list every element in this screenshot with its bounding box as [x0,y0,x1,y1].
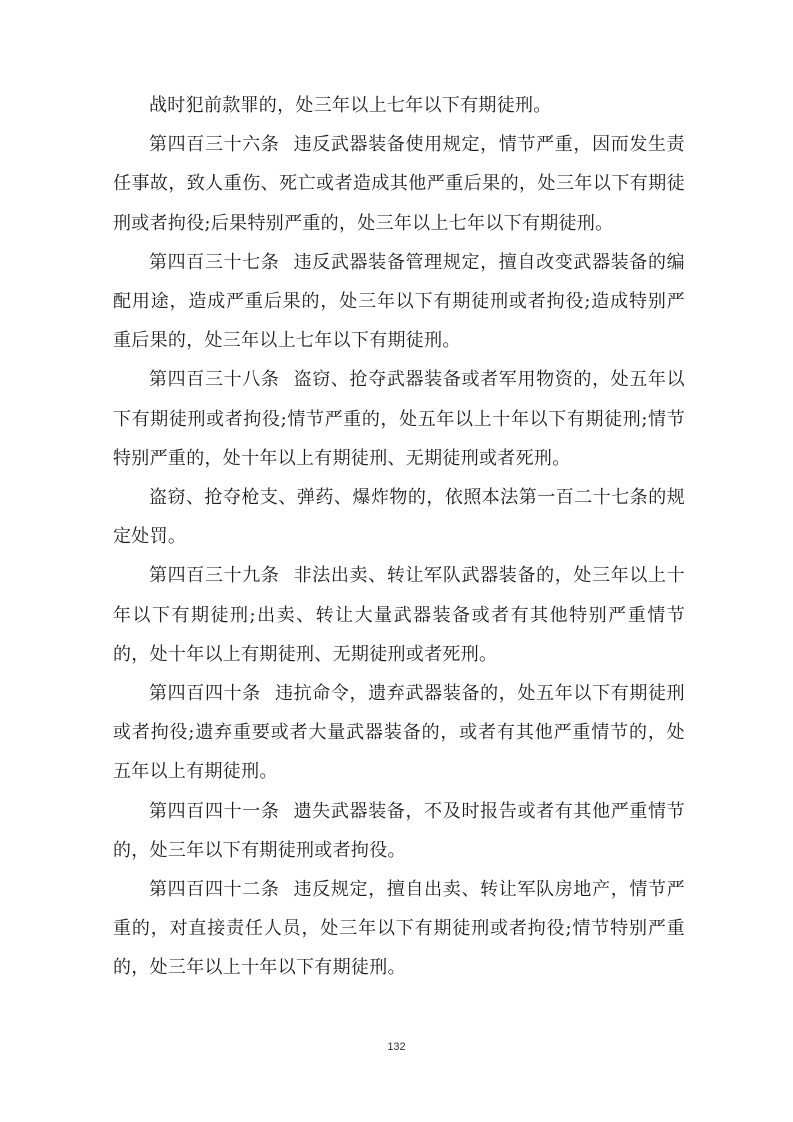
paragraph-article-438 [113,360,685,478]
article-number: 第四百四十条 [149,683,261,705]
paragraph-text: 违反规定，擅自出卖、转让军队房地产，情节严重的，对直接责任人员，处三年以下有期徒刑或者拘役;情节特别严重的，处三年以上十年以下有期徒刑。 [113,879,685,979]
paragraph-text: 违反武器装备使用规定，情节严重，因而发生责任事故，致人重伤、死亡或者造成其他严重后果的，处三年以下有期徒刑或者拘役;后果特别严重的，处三年以上七年以下有期徒刑。 [113,134,685,234]
article-number: 第四百四十一条 [149,800,280,822]
paragraph-text: 违抗命令，遗弃武器装备的，处五年以下有期徒刑或者拘役;遗弃重要或者大量武器装备的，或者有其他严重情节的，处五年以上有期徒刑。 [113,683,685,783]
article-number: 第四百三十九条 [149,565,280,587]
paragraph-text: 遗失武器装备，不及时报告或者有其他严重情节的，处三年以下有期徒刑或者拘役。 [113,800,685,861]
article-number: 第四百四十二条 [149,879,280,901]
paragraph-article-440 [113,674,685,792]
paragraph-text: 盗窃、抢夺枪支、弹药、爆炸物的，依照本法第一百二十七条的规定处罚。 [113,487,685,548]
paragraph-article-439 [113,556,685,674]
paragraph-438-continued [113,478,685,556]
paragraph-article-442 [113,870,685,988]
article-number: 第四百三十八条 [149,369,280,391]
paragraph-text: 违反武器装备管理规定，擅自改变武器装备的编配用途，造成严重后果的，处三年以下有期徒刑或者拘役;造成特别严重后果的，处三年以上七年以下有期徒刑。 [113,251,685,352]
paragraph-text: 战时犯前款罪的，处三年以上七年以下有期徒刑。 [149,95,552,116]
document-body [113,86,685,988]
article-number: 第四百三十七条 [149,251,280,273]
article-number: 第四百三十六条 [149,134,280,156]
paragraph-text: 盗窃、抢夺武器装备或者军用物资的，处五年以下有期徒刑或者拘役;情节严重的，处五年以上十年以下有期徒刑;情节特别严重的，处十年以上有期徒刑、无期徒刑或者死刑。 [113,369,685,469]
paragraph-article-437 [113,243,685,361]
paragraph-article-441 [113,792,685,870]
page-number: 132 [387,1041,406,1053]
paragraph-text: 非法出卖、转让军队武器装备的，处三年以上十年以下有期徒刑;出卖、转让大量武器装备或者有其他特别严重情节的，处十年以上有期徒刑、无期徒刑或者死刑。 [113,565,685,665]
paragraph-1 [113,86,685,125]
paragraph-article-436 [113,125,685,243]
